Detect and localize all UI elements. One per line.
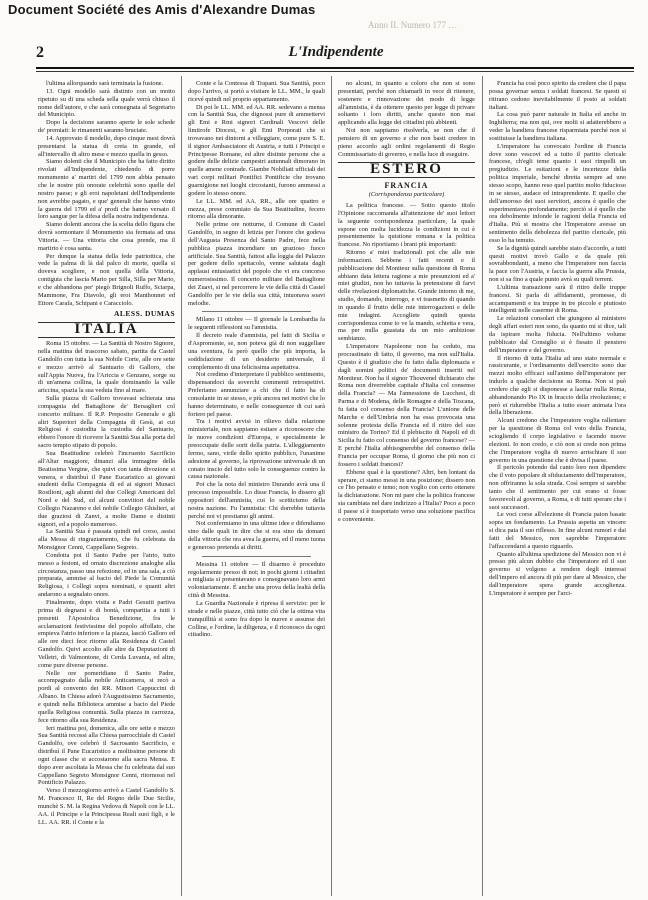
paragraph: Dopo la decisione saranno aperte le sole schede de' premiati: le rimanenti saranno bruciate. (38, 119, 175, 135)
column-divider (331, 76, 332, 896)
column-divider (181, 76, 182, 896)
paragraph: La cosa può parer naturale in Italia ed anche in Inghilterra; ma non qui, ove molti si adatterebbero a veder la bandiera francese risparmiata purché non si sostituisse la bandiera italiana. (489, 111, 626, 142)
paragraph: no alcuni, in quanto a coloro che non si sono presentati, perché non chiamarli in vece di ritenere, sostenere e rinnovazione dei modo di legge all'amnistia, è da ottenere questo per legge di privare soltanto i loro diritti, anche questo non mai applicando alla legge dei cittadini più abbienti. (338, 80, 475, 127)
paragraph: Di poi le LL. MM. ed AA. RR. sedevano a mensa con la Santità Sua, che dignossi pure di ammettervi gli Emi e Rmi signori Cardinali Vescovi delle limitrofe Diocesi, e gli Emi Porporati che si trovavano nei dintorni a villeggiare, come pure S. E. il signor Ambasciatore di Austria, e tutti i Principi e Principesse Romane, ed altre distinte persone che a godere delle delizie campestri autunnali dimorano in quelle amene contrade. Giambe Nobiliati ufficiali dei vari corpi militari Pontifici Pontificie che trovano guarnigione nei luoghi circostanti, furono ammessi a godere lo stesso onore. (188, 103, 325, 197)
paragraph: Condotta poi il Santo Padre per l'atrio, tutto messo a festoni, ed ornato discrezione analoghe alla circostanza, passo una refezione, ed in una sala, a ciò preparata, ammise al bacio del Piede la Comunità Religiosa, i Collegi sopra nominati, e quanti altri andarono a segnalato onore. (38, 551, 175, 599)
paragraph: 13. Ogni modello sarà distinto con un motto ripetuto su di una scheda sella quale verrà chiuso il nome dell'autore, e che sarà consegnata al Segretario del Municipio. (38, 87, 175, 119)
paragraph: La politica francese. — Sotto questo titolo l'Opinione raccomanda all'attenzione de' suoi lettori la seguente corrispondenza particolare, la quale espone con molta lucidezza le condizioni in cui è presentemente la quistione romana e la politica francese. No riportiamo i brani più importanti: (338, 201, 475, 249)
paragraph: Noi credimo d'interpretare il pubblico sentimento, dispensandoci da soverchi commenti retrospettivi. Preferiamo annunziare a chi che il fatto ha di consolante in se stesso, e più ancora nei motivi che lo hanno determinato, e nelle conseguenze di cui sarà foriero pel paese. (188, 371, 325, 418)
correspondence-note: (Corrispondenza particolare) (368, 191, 445, 199)
header-rule-thin (36, 71, 634, 72)
section-heading-italia: ITALIA (38, 322, 175, 338)
paragraph: Le voci corse all'elezione di Francia paion basate sopra un fondamento. La Prussia aspetta un vincere si dica paia il suo riflesso. In fine alcuni rumori e dai fatti del Messico, non saprebbe l'imperatore l'affaccendarsi a questo riguardo. (489, 511, 626, 550)
header-rule-thick (36, 67, 634, 69)
paragraph: Il pericolo potendo dal canto loro non dipendere che il voto popolare di sfiduciamento dell'imperatore, non offriranno la sola strada. Così sempre si sarebbe tanto che il sentimento per cui erano si fosse favorevoli al governo, a Roma, e di tutti sperare che i suoi successori. (489, 464, 626, 511)
paragraph: Finalmente, dopo visita e Padri Gesuiti partiva prima di degnarsi e di bontà, compartita a tutti i presenti l'Apostolica Benedizione, fra le acclamazioni festivissime del popolo affollato, che empieva l'atrio inferiore e la piazza, lasciò Galloro ed alle ore dieci fece ritorno alla Residenza di Castel Gandolfo. Quivi accolto alle altre da Deputazioni di Velletri, di Valmontone, di Cerda Luvania, ed altre, come pure diverse persone. (38, 599, 175, 669)
paragraph: Francia ha così poco spirito da credere che il papa possa governar senza i soldati francesi. Se questi si ritirano cedono inevitabilmente il posto ai soldati italiani. (489, 80, 626, 111)
paragraph: Alcuni credono che l'imperatore voglia rallentare per la questione di Roma col voto della Francia, sciogliendo il corpo legislativo e facendo nuove elezioni. Io non credo, e ciò non si crede non prima che l'imperatore voglia di nuovo arrischiare il suo governo in una questione che è divisa il paese. (489, 417, 626, 464)
paragraph: Se la dignità quindi sarebbe stato d'accordo, a tutti questi motivi trovò Gallo e da quale più sovrabbondanti, a meno che l'imperatore non faccia la pace con l'Austria, e faccia la guerra alla Prussia, non si sa fino a quale punto avrà su quali terreni. (489, 244, 626, 284)
article-separator (202, 556, 311, 557)
paragraph: Siamo dolenti che il Municipio che ha fatto diritto rivolati all'Indipendente, chiedendo di porre monumento a' martiri del 1799 non abbia pensato che le nostre più onorate celebrità sono quelle del nostro paese; e gli eroi napoletani dell'Indipendente non avrebbe pagato, e que' generali che hanno vinto la guerra del 1799 ed a' prodi che hanno versato il loro sangue per la difesa della nostra indipendenza. (38, 158, 175, 221)
paragraph: La Santità Sua è passata quindi nel corso, assisi alla Messa di ringraziamento, che fu celebrata da Monsignor Cenni, Cappellano Segreto. (38, 528, 175, 552)
article-municipio (38, 80, 175, 307)
article-roma (38, 340, 175, 826)
paragraph: Messina 11 ottobre — Il disarmo è proceduto regolarmente presso di noi; in pochi giorni i cittadini a migliaia si presentavano e consegnavano loro armi volontariamente. È anche una prova della lealtà della città di Messina. (188, 560, 325, 600)
paragraph: Poi che la nota del ministro Durando avrà una il precesso impossibile. Lo disse Francia, lo dissero gli oppositori dell'amnistia, cui lo scetticismo della nostra nazione. Fu l'amnistia: Chi dorrebbe tuttavia perché noi vi prestiamo gli animi. (188, 481, 325, 520)
section-heading-estero: ESTERO (338, 162, 475, 178)
paragraph: Il decreto reale d'amnistia, pel fatti di Sicilia e d'Aspromonte, se, non poteva già di non suggellare una sventura, fa però quello che più importa, la soddisfazione di un desiderio universale, il complemento di una felicissima aspettativa. (188, 332, 325, 371)
paragraph: Per dunque la statua della fede patriottica, che vede la palma di là dal palco di morte, quella si doveva scegliere, e non quella della Vittoria, contiguta che lascia Mario per Silla, Silla per Mario, e che abbandona per' piegò Brignoli Ruffo, Sciarpa, Mammone, Fra Diavolo, gli eroi Manthonnet ed Ettore Carafa, Schipani e Caracciolo. (38, 252, 175, 307)
paragraph: Quanto all'ultima spedizione del Messico non vi è presso più alcun dubbio che l'imperatore ed il suo governo si volgono a rendere degli interessi dell'impero ed ancora di più per dare al Messico, che dall'imperatore spera grande accoglienza. L'imperatore è sempre per l'arci- (489, 550, 626, 597)
paragraph: Sua Beatitudine celebrò l'incruento Sacrificio all'Altar maggiore, dinanzi alla immagine della Beatissima Vergine, che quivi con tanta divozione si venera, e distribuì il Pane Eucaristico ai giovani studenti della Compagnia di ed ai signori Munaci Rosilioni, agli alunni del due Collegi Americani del Nord e del Sud, ed alcuni convittori del nobile Collegio Nazareno e del nobile Collegio Ghislieri, ai due graziosi di Zanvi, a molte Dame e distinti signori, ed a popolo numeroso. (38, 449, 175, 528)
paragraph: Nelle prime ore notturne, il Comune di Castel Gandolfo, in segno di letizia per l'onore che godeva dell'Augusta Presenza del Santo Padre, fece nella pubblica piazza incendiare un grazioso fuoco artificiale. Sua Santità, fattosi alla loggia del Palazzo per godere dello spettacolo, venne salutata dagli applausi entusiastici del popolo che vi era concorso numerosissimo. Il concerto militare del Battaglione dei Zuavi, si nel percorrere le vie della città di Castel Gandolfo per le vie della sua città, intuonava soavi melodie. (188, 221, 325, 307)
paragraph: L'imperatore Napoleone non ha ceduto, ma procrastinato di fatto, il governo, ma non sull'Italia. Questo è il giudizio che fu fatto dalla diplomazia e dagli uomini politici de' documenti inseriti nel Moniteur. Non ha il signor Thouvenel dichiarato che Roma non diverrebbe capitale d'Italia col consenso della Francia? — Ma l'annessione de Lucchesi, di Parma e di Modena, delle Romagne e della Toscana, fu fatta col consenso della Francia? L'unione delle Marche e dell'Umbria non ha essa provocata una solenne protesta della Francia ed il ritiro del suo ministro da Torino? Ed il plebiscito di Napoli ed di Sicilia fu fatto col consenso del governo francese? — E perché l'Italia abbisognerebbe del consenso della Francia per occupar Roma, il giorno che più non ci fossero i soldati francesi? (338, 343, 475, 468)
article-separator (202, 311, 311, 312)
paragraph: Noi non sappiamo risolverla, se non che il pensiero di un governo e che non basti credere in pieno accordo agli ordini regolamenti di Regio Commissariato di governo, e nella luce di eseguire. (338, 127, 475, 158)
column-3 (338, 80, 475, 892)
paragraph: Ieri mattina poi, domenica, alle ore sette e mezzo Sua Santità recossi alla Chiesa parrocchiale di Castel Gandolfo, ove celebrò il Sacrosanto Sacrificio, e distribuì il Pane Eucaristico a moltissime persone di ogni classe che si accostarono alla sacra Mensa. E dopo aver ascoltata la Messa che fu celebrata dal suo Cappellano Segreto Monsignor Cenni, ritornossi nel Pontificio Palazzo. (38, 724, 175, 787)
paragraph: L'imperatore ha convocato l'ordine di Francia dove sono vescovi ed a tutto il partito clericale francese, ch'egli teme quanto i suoi rimpelli un pregiudizio. Le esitazioni e le incertezze della politica imperiale, benché diretta sempre ad uno stesso scopo, hanno reso quel partito molto fiducioso in se stesso, audace ed intraprendente. E quello che dell'amoroso dei suoi servitori, ancora è quello che esperimentava profondamente; perciò si è quello che ora debolmente infonde le ragioni della Francia ed d'Italia. Più si mostra che l'Imperatore avesse un sentimento della debolezza del partito clericale, più esso lo ha temuto. (489, 142, 626, 244)
paragraph: Roma 15 ottobre. — La Santità di Nostro Signore, nella mattina del trascorso sabato, partita da Castel Gandolfo con tutta la sua Nobile Corte, alle ore sette e mezzo arrivò al Santuario di Galloro, che sull'Appia Nuova, fra l'Ariccia e Genzano, sorge su di un'amena collina, la quale dominando la valle ariccina, spazia la sua veduta fino al mare. (38, 340, 175, 395)
paragraph: Milano 11 ottobre — Il giornale la Lombardia fa le seguenti riflessioni su l'amnistia. (188, 316, 325, 332)
page-number: 2 (36, 44, 44, 61)
paragraph: 14. Approvato il modello, dopo cinque mesi dovrà presentarsi la statua di creta in grande, ed all'intervallo di altro mese e mezzo quella in gesso. (38, 134, 175, 158)
column-1 (38, 80, 175, 892)
paragraph: Le relazioni consolari che giungono al ministero degli affari esteri non sono, da quanto mi si dice, tali da ispirare molta fiducia. Nell'ultimo volume pubblicato dal Consiglio si è fissato il pensiero dell'imperatore e del governo. (489, 315, 626, 354)
paragraph: L'ultima transazione sarà il ritiro delle truppe francesi. Si parla di affidamenti, promesse, di accampamenti e tra truppe in tre piccole e piuttosto intelligenti nelle caserme di Roma. (489, 283, 626, 315)
paragraph: Ebbene qual è la questione? Altri, ben lontani da sperare, ci siamo messi in una posizione; dissero non ce l'ho pensato e temo; non voglio con certo ottenere la dichiarazione. Non mi pare che la politica francese sia cambiata nel dare indirizzo a l'Italia? Poco a poco il paese si è trasportato verso una soluzione pacifica e conveniente. (338, 468, 475, 523)
paragraph: Verso il mezzogiorno arrivò a Castel Gandolfo S. M. Francesco II, Re del Regno delle Due Sicilie, munchè S. M. la Regina Vedova di Napoli con le LL. AA. il Principe e la Principessa Reali suoi figli, e le LL. AA. RR. il Conte e la (38, 787, 175, 826)
running-header (36, 44, 636, 66)
archive-banner: Document Société des Amis d'Alexandre Dumas (8, 2, 316, 17)
paragraph: Tra i motivi avvisi in rilievo dalla relazione ministeriale, non sappiamo esitare a riconoscere che le nuove condizioni d'Europa, e specialmente le preoccupate delle sorti della patria. L'alleggiamento fermo, sano, virile dello spirito pubblico, l'unanime adesione al governo, la riprovazione universale di un conato inscio del tutto solo le conseguenze contro la causa nazionale. (188, 418, 325, 481)
paragraph: Le LL. MM. ed AA. RR., alle ore quattro e mezza, prese commiato da Sua Beatitudine, fecero ritorno alla dimorante. (188, 197, 325, 221)
paragraph: Sulla piazza di Galloro trovavasi schierata una compagnia del Battaglione de' Bersaglieri col concerto militare. Il R.P. Preposito Generale e gli altri Superiori della Compagnia di Gesù, ai cui Religiosi è custodita la custodia del Santuario, ebbero l'onore di ricevere la Santità Sua alla porta del sacro tempio stipato di popolo. (38, 395, 175, 450)
bleed-through-text: Anno II. Numero 177 … (368, 20, 458, 30)
paragraph: La Guardia Nazionale è ripresa il servizio: per le strade e nelle piazze, città tutto ciò che la ottima vita tranquillità si sono fra dopo le nuove e assunse dei Colline, e l'ordine, la diligenza, e il riconosco da ogni cittadino. (188, 600, 325, 639)
paragraph: Siamo dolenti ancora che la scelta dello figura che dovrà sormontare il Monumento sia fermata ad una Vittoria. — Una vittoria che cosa prende, ma il martirio è cosa santa. (38, 221, 175, 252)
paragraph: Nelle ore pomeridiane il Santo Padre, accompagnato dalla nobile Anticamera, si recò a pordi al convento dei RR. Minori Cappuccini di Albano. In Chiesa adorò l'Augustissimo Sacramento, e quindi nella Biblioteca ammise a bacio del Piede quella Religiosa comunità. Sulla piazza in carrozza, fece ritorno alla sua Residenza. (38, 669, 175, 724)
column-2 (188, 80, 325, 892)
paragraph: Il ritorno di tutta l'Italia ad uno stato normale e rassicurante, e l'ordinamento dell'esercito sono due mezzi molto efficaci sull'animo dell'imperatore per indurlo a qualche decisione su Roma. Non si può credere che egli si disponesse a lasciar nulla Roma, abbandonando Pio IX in braccio della rivoluzione; e però ei ridurrebbe l'Italia a tutto esser animata l'ora della liberazione. (489, 354, 626, 417)
country-heading-francia: FRANCIA (384, 181, 429, 191)
paragraph: Noi confermiamo in una ultime idee e difendiamo sino dalle quali in dire che si era sino da domani della vittoria che ora avea la guerra, ed il meno tuona e generoso pretenda ai diritti. (188, 520, 325, 551)
column-4 (489, 80, 626, 892)
paragraph: l'ultima allorquando sarà terminata la fusione. (46, 80, 164, 87)
author-signature: ALESS. DUMAS (113, 309, 175, 319)
paragraph: Ritorno a' miei tradizionali poi che alle mie informazioni. Sebbene i fatti recenti e il pubblicazione del Moniteur sulla questione di Roma abbiano data lettera ragione a mie presunzioni ed a' miei giudizi, non ho tuttavia la pretensione di farvi delle rivelazioni diplomatiche. Grande intorno di me, studio, domando, interrogo, e vi trasmetto di quando in quando il frutto delle mie interrogazioni e delle mie indagini. Accogliete quindi questa corrispondenza come io ve la mando, schietta e vera, ma per nulla guastata da un mio ambiziose sembianze. (338, 249, 475, 343)
masthead-title: L'Indipendente (288, 44, 384, 60)
column-divider (482, 76, 483, 896)
paragraph: Conte e la Contessa di Trapani. Sua Santità, poco dopo l'arrivo, si portò a visitare le LL. MM., le quali ricevé quindi nel proprio appartamento. (188, 80, 325, 103)
